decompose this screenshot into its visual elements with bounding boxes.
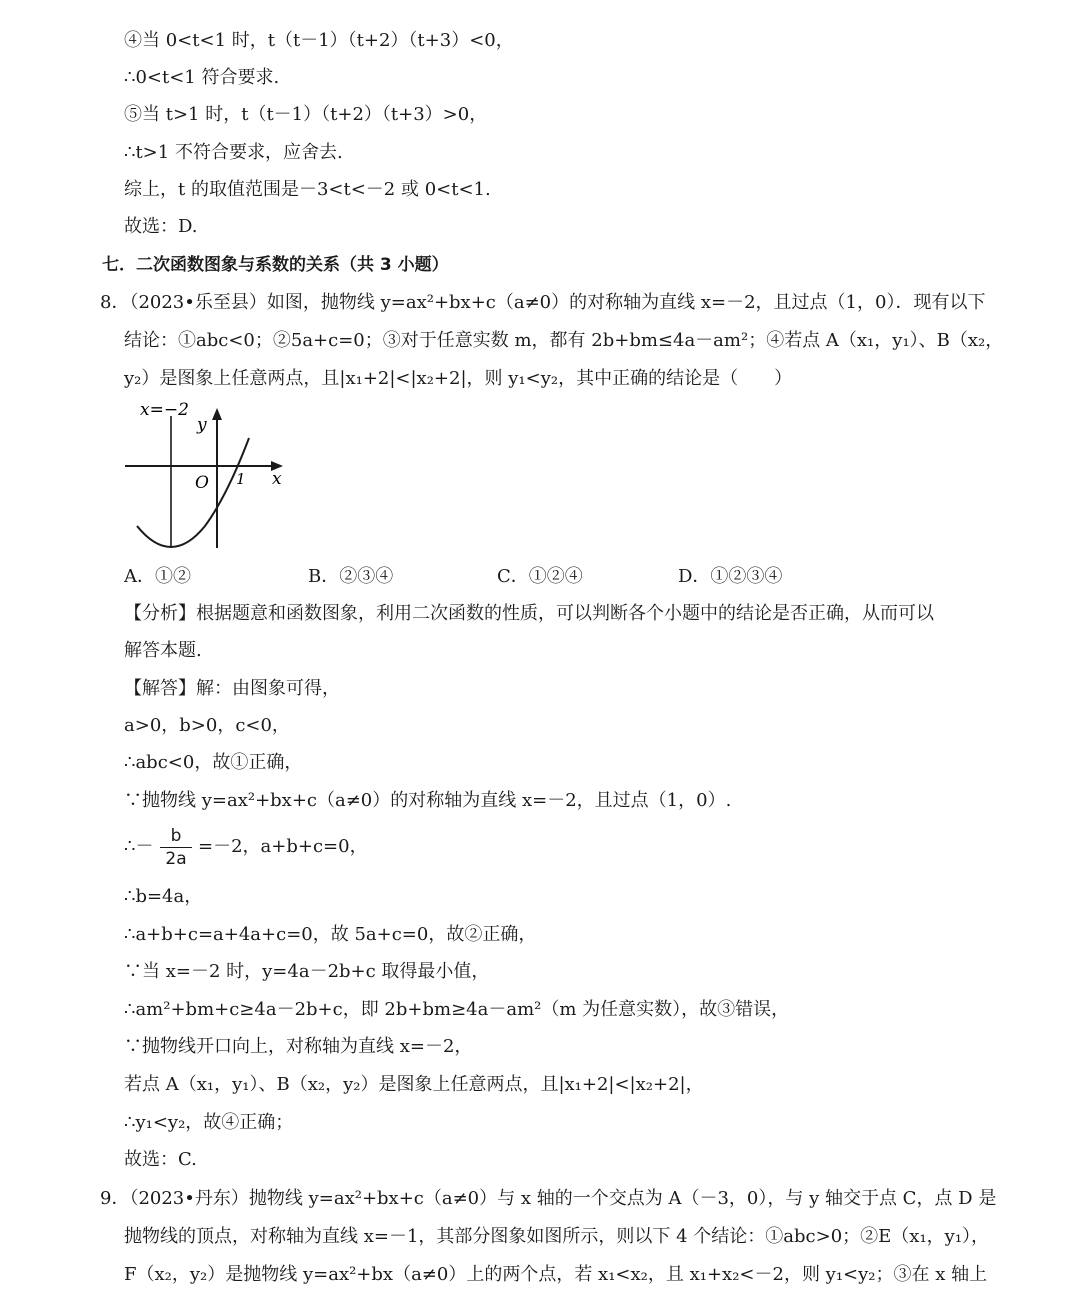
option-c: C．①②④ xyxy=(497,566,583,587)
answer-line-12: ∴y₁<y₂，故④正确； xyxy=(124,1112,294,1133)
answer-line-8: ∵当 x=－2 时，y=4a－2b+c 取得最小值， xyxy=(124,961,490,982)
answer-line-10: ∵抛物线开口向上，对称轴为直线 x=－2， xyxy=(124,1036,473,1057)
y-axis-arrow xyxy=(212,408,222,420)
question-8-line-3: y₂）是图象上任意两点，且|x₁+2|<|x₂+2|，则 y₁<y₂，其中正确的结论是（ ） xyxy=(124,368,793,389)
x-axis-label: x xyxy=(272,469,282,489)
parabola-curve xyxy=(137,438,249,547)
y-axis-label: y xyxy=(197,415,207,435)
question-9-line-2: 抛物线的顶点，对称轴为直线 x=－1，其部分图象如图所示，则以下 4 个结论：①abc>0；②E（x₁，y₁）， xyxy=(124,1226,990,1247)
question-9-line-3: F（x₂，y₂）是抛物线 y=ax²+bx（a≠0）上的两个点，若 x₁<x₂，且 x₁+x₂<－2，则 y₁<y₂；③在 x 轴上 xyxy=(124,1264,988,1285)
option-a: A．①② xyxy=(124,566,191,587)
question-8-line-2: 结论：①abc<0；②5a+c=0；③对于任意实数 m，都有 2b+bm≤4a－am²；④若点 A（x₁，y₁）、B（x₂， xyxy=(124,330,1004,351)
answer-line-6: ∴b=4a， xyxy=(124,886,203,907)
answer-line-4: ∵抛物线 y=ax²+bx+c（a≠0）的对称轴为直线 x=－2，且过点（1，0）. xyxy=(124,790,732,811)
parabola-figure xyxy=(115,398,300,558)
section-heading: 七．二次函数图象与系数的关系（共 3 小题） xyxy=(102,255,449,275)
question-9-line-1: 9．（2023•丹东）抛物线 y=ax²+bx+c（a≠0）与 x 轴的一个交点为 A（－3，0），与 y 轴交于点 C，点 D 是 xyxy=(100,1188,997,1209)
option-d: D．①②③④ xyxy=(678,566,783,587)
analysis-line-2: 解答本题. xyxy=(124,640,202,661)
answer-line-11: 若点 A（x₁，y₁）、B（x₂，y₂）是图象上任意两点，且|x₁+2|<|x₂+2|， xyxy=(124,1074,704,1095)
answer-line-13: 故选：C. xyxy=(124,1149,197,1170)
solution-line-case4: ④当 0<t<1 时，t（t－1）（t+2）（t+3）<0， xyxy=(124,30,514,51)
analysis-line-1: 【分析】根据题意和函数图象，利用二次函数的性质，可以判断各个小题中的结论是否正确，从而可以 xyxy=(124,603,934,624)
solution-line-case4-conclusion: ∴0<t<1 符合要求. xyxy=(124,67,280,88)
fraction-denominator: 2a xyxy=(165,849,187,869)
answer-line-5-suffix: =－2，a+b+c=0， xyxy=(198,836,368,857)
intercept-one-label: 1 xyxy=(236,470,246,488)
fraction-bar xyxy=(160,847,192,848)
answer-line-1: 【解答】解：由图象可得， xyxy=(124,678,340,699)
answer-line-2: a>0，b>0，c<0， xyxy=(124,715,290,736)
solution-line-answer: 故选：D. xyxy=(124,216,198,237)
fraction-numerator: b xyxy=(170,826,182,846)
solution-line-case5: ⑤当 t>1 时，t（t－1）（t+2）（t+3）>0， xyxy=(124,104,488,125)
solution-line-summary: 综上，t 的取值范围是－3<t<－2 或 0<t<1. xyxy=(124,179,491,200)
fraction-b-over-2a xyxy=(160,826,192,869)
answer-line-5-prefix: ∴－ xyxy=(124,836,154,857)
axis-line-label: x=−2 xyxy=(140,400,189,420)
answer-line-9: ∴am²+bm+c≥4a－2b+c，即 2b+bm≥4a－am²（m 为任意实数），故③错误， xyxy=(124,999,790,1020)
solution-line-case5-conclusion: ∴t>1 不符合要求，应舍去. xyxy=(124,142,343,163)
answer-line-7: ∴a+b+c=a+4a+c=0，故 5a+c=0，故②正确， xyxy=(124,924,537,945)
question-8-line-1: 8．（2023•乐至县）如图，抛物线 y=ax²+bx+c（a≠0）的对称轴为直线 x=－2，且过点（1，0）．现有以下 xyxy=(100,292,986,313)
answer-line-3: ∴abc<0，故①正确， xyxy=(124,752,303,773)
origin-label: O xyxy=(195,473,209,493)
option-b: B．②③④ xyxy=(308,566,394,587)
